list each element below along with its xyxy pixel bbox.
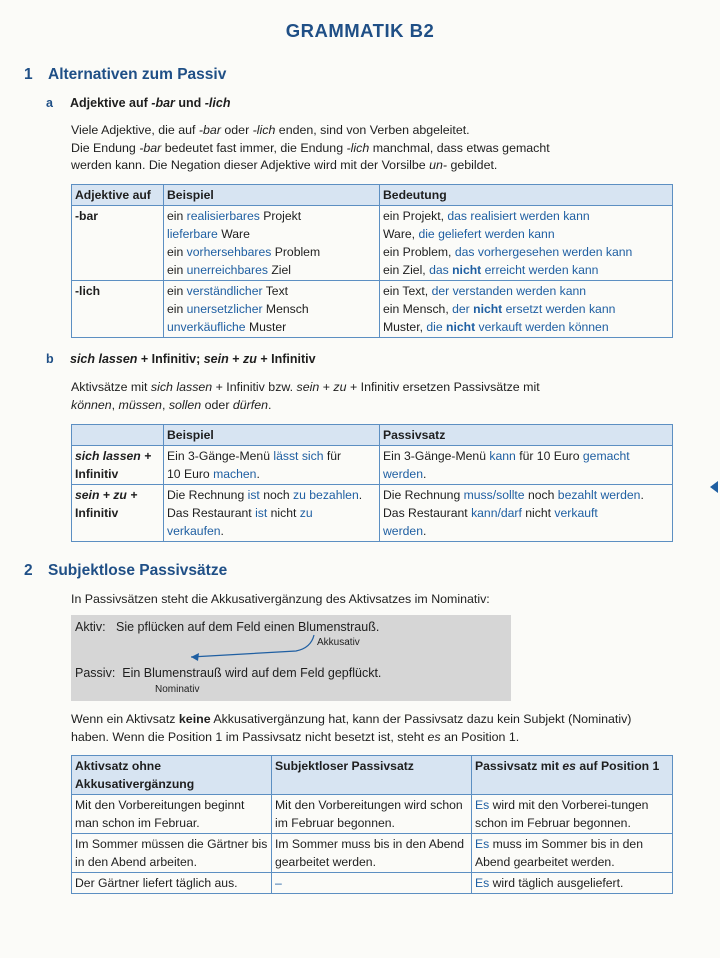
table-cell: Es wird mit den Vorberei-tungen schon im Februar begonnen.: [472, 795, 673, 834]
section-number: 1: [24, 66, 33, 83]
table-row: [72, 281, 673, 338]
section-title: Subjektlose Passivsätze: [48, 562, 228, 579]
example-cell: Ein 3-Gänge-Menü lässt sich für 10 Euro machen.: [164, 446, 380, 485]
table-cell: Mit den Vorbereitungen wird schon im Februar begonnen.: [272, 795, 472, 834]
column-header: Beispiel: [164, 185, 380, 206]
table-row: [72, 795, 673, 834]
lassen-table: [71, 424, 673, 542]
akkusativ-label: Akkusativ: [317, 637, 360, 648]
table-cell: Der Gärtner liefert täglich aus.: [72, 873, 272, 894]
section-1-heading: [24, 66, 226, 84]
margin-arrow-icon: [710, 481, 718, 493]
subsection-a-text: Viele Adjektive, die auf -bar oder -lich enden, sind von Verben abgeleitet. Die Endung -bar bedeutet fast immer, die Endung -lich manchmal, dass etwas gemacht werden kann. Die Negation dieser Adjektive wird mit der Vorsilbe un- gebildet.: [71, 123, 550, 172]
table-row: [72, 834, 673, 873]
section-2-text: Wenn ein Aktivsatz keine Akkusativergänzung hat, kann der Passivsatz dazu kein Subjekt (Nominativ) haben. Wenn die Position 1 im Passivsatz nicht besetzt ist, steht es an Position 1.: [71, 712, 632, 744]
passiv-line: Passiv: Ein Blumenstrauß wird auf dem Feld gepflückt.: [75, 666, 382, 680]
table-cell: –: [272, 873, 472, 894]
column-header: Bedeutung: [380, 185, 673, 206]
section-2-heading: [24, 562, 227, 580]
subjektlos-table: [71, 755, 673, 894]
row-label: sein + zu + Infinitiv: [72, 485, 164, 542]
row-label: sich lassen + Infinitiv: [72, 446, 164, 485]
table-row: [72, 206, 673, 281]
table-cell: Es wird täglich ausgeliefert.: [472, 873, 673, 894]
page-title: GRAMMATIK B2: [285, 20, 435, 41]
table-row: [72, 485, 673, 542]
example-box: [71, 615, 511, 701]
arrow-icon: [171, 633, 321, 663]
subsection-b-heading: b sich lassen + Infinitiv; sein + zu + Infinitiv: [46, 352, 316, 366]
table-row: [72, 873, 673, 894]
table-header-row: [72, 756, 673, 795]
subsection-letter: b: [46, 352, 54, 366]
column-header: Adjektive auf: [72, 185, 164, 206]
subsection-b-text: Aktivsätze mit sich lassen + Infinitiv bzw. sein + zu + Infinitiv ersetzen Passivsätze mit können, müssen, sollen oder dürfen.: [71, 380, 540, 412]
row-label: -lich: [72, 281, 164, 338]
column-header: Beispiel: [164, 425, 380, 446]
passive-cell: Ein 3-Gänge-Menü kann für 10 Euro gemacht werden.: [380, 446, 673, 485]
passive-cell: Die Rechnung muss/sollte noch bezahlt werden. Das Restaurant kann/darf nicht verkauft werden.: [380, 485, 673, 542]
adjektive-table: [71, 184, 673, 338]
subsection-letter: a: [46, 96, 53, 110]
section-number: 2: [24, 562, 33, 579]
section-title: Alternativen zum Passiv: [48, 66, 227, 83]
table-header-row: [72, 425, 673, 446]
table-row: [72, 446, 673, 485]
aktiv-line: Aktiv: Sie pflücken auf dem Feld einen Blumenstrauß.: [75, 620, 380, 634]
table-cell: Im Sommer muss bis in den Abend gearbeitet werden.: [272, 834, 472, 873]
row-label: -bar: [72, 206, 164, 281]
column-header: Aktivsatz ohne Akkusativergänzung: [72, 756, 272, 795]
column-header: Passivsatz: [380, 425, 673, 446]
example-cell: Die Rechnung ist noch zu bezahlen. Das Restaurant ist nicht zu verkaufen.: [164, 485, 380, 542]
column-header: Subjektloser Passivsatz: [272, 756, 472, 795]
meaning-cell: ein Text, der verstanden werden kann ein Mensch, der nicht ersetzt werden kann Muster, die nicht verkauft werden können: [380, 281, 673, 338]
example-cell: ein realisierbares Projekt lieferbare Ware ein vorhersehbares Problem ein unerreichbares Ziel: [164, 206, 380, 281]
table-header-row: [72, 185, 673, 206]
table-cell: Es muss im Sommer bis in den Abend gearbeitet werden.: [472, 834, 673, 873]
section-2-intro: In Passivsätzen steht die Akkusativergänzung des Aktivsatzes im Nominativ:: [71, 592, 490, 606]
column-header: Passivsatz mit es auf Position 1: [472, 756, 673, 795]
nominativ-label: Nominativ: [155, 684, 200, 695]
table-cell: Mit den Vorbereitungen beginnt man schon im Februar.: [72, 795, 272, 834]
meaning-cell: ein Projekt, das realisiert werden kann Ware, die geliefert werden kann ein Problem, das vorhergesehen werden kann ein Ziel, das nicht erreicht werden kann: [380, 206, 673, 281]
column-header: [72, 425, 164, 446]
example-cell: ein verständlicher Text ein unersetzlicher Mensch unverkäufliche Muster: [164, 281, 380, 338]
subsection-a-heading: a Adjektive auf -bar und -lich: [46, 96, 231, 110]
table-cell: Im Sommer müssen die Gärtner bis in den Abend arbeiten.: [72, 834, 272, 873]
